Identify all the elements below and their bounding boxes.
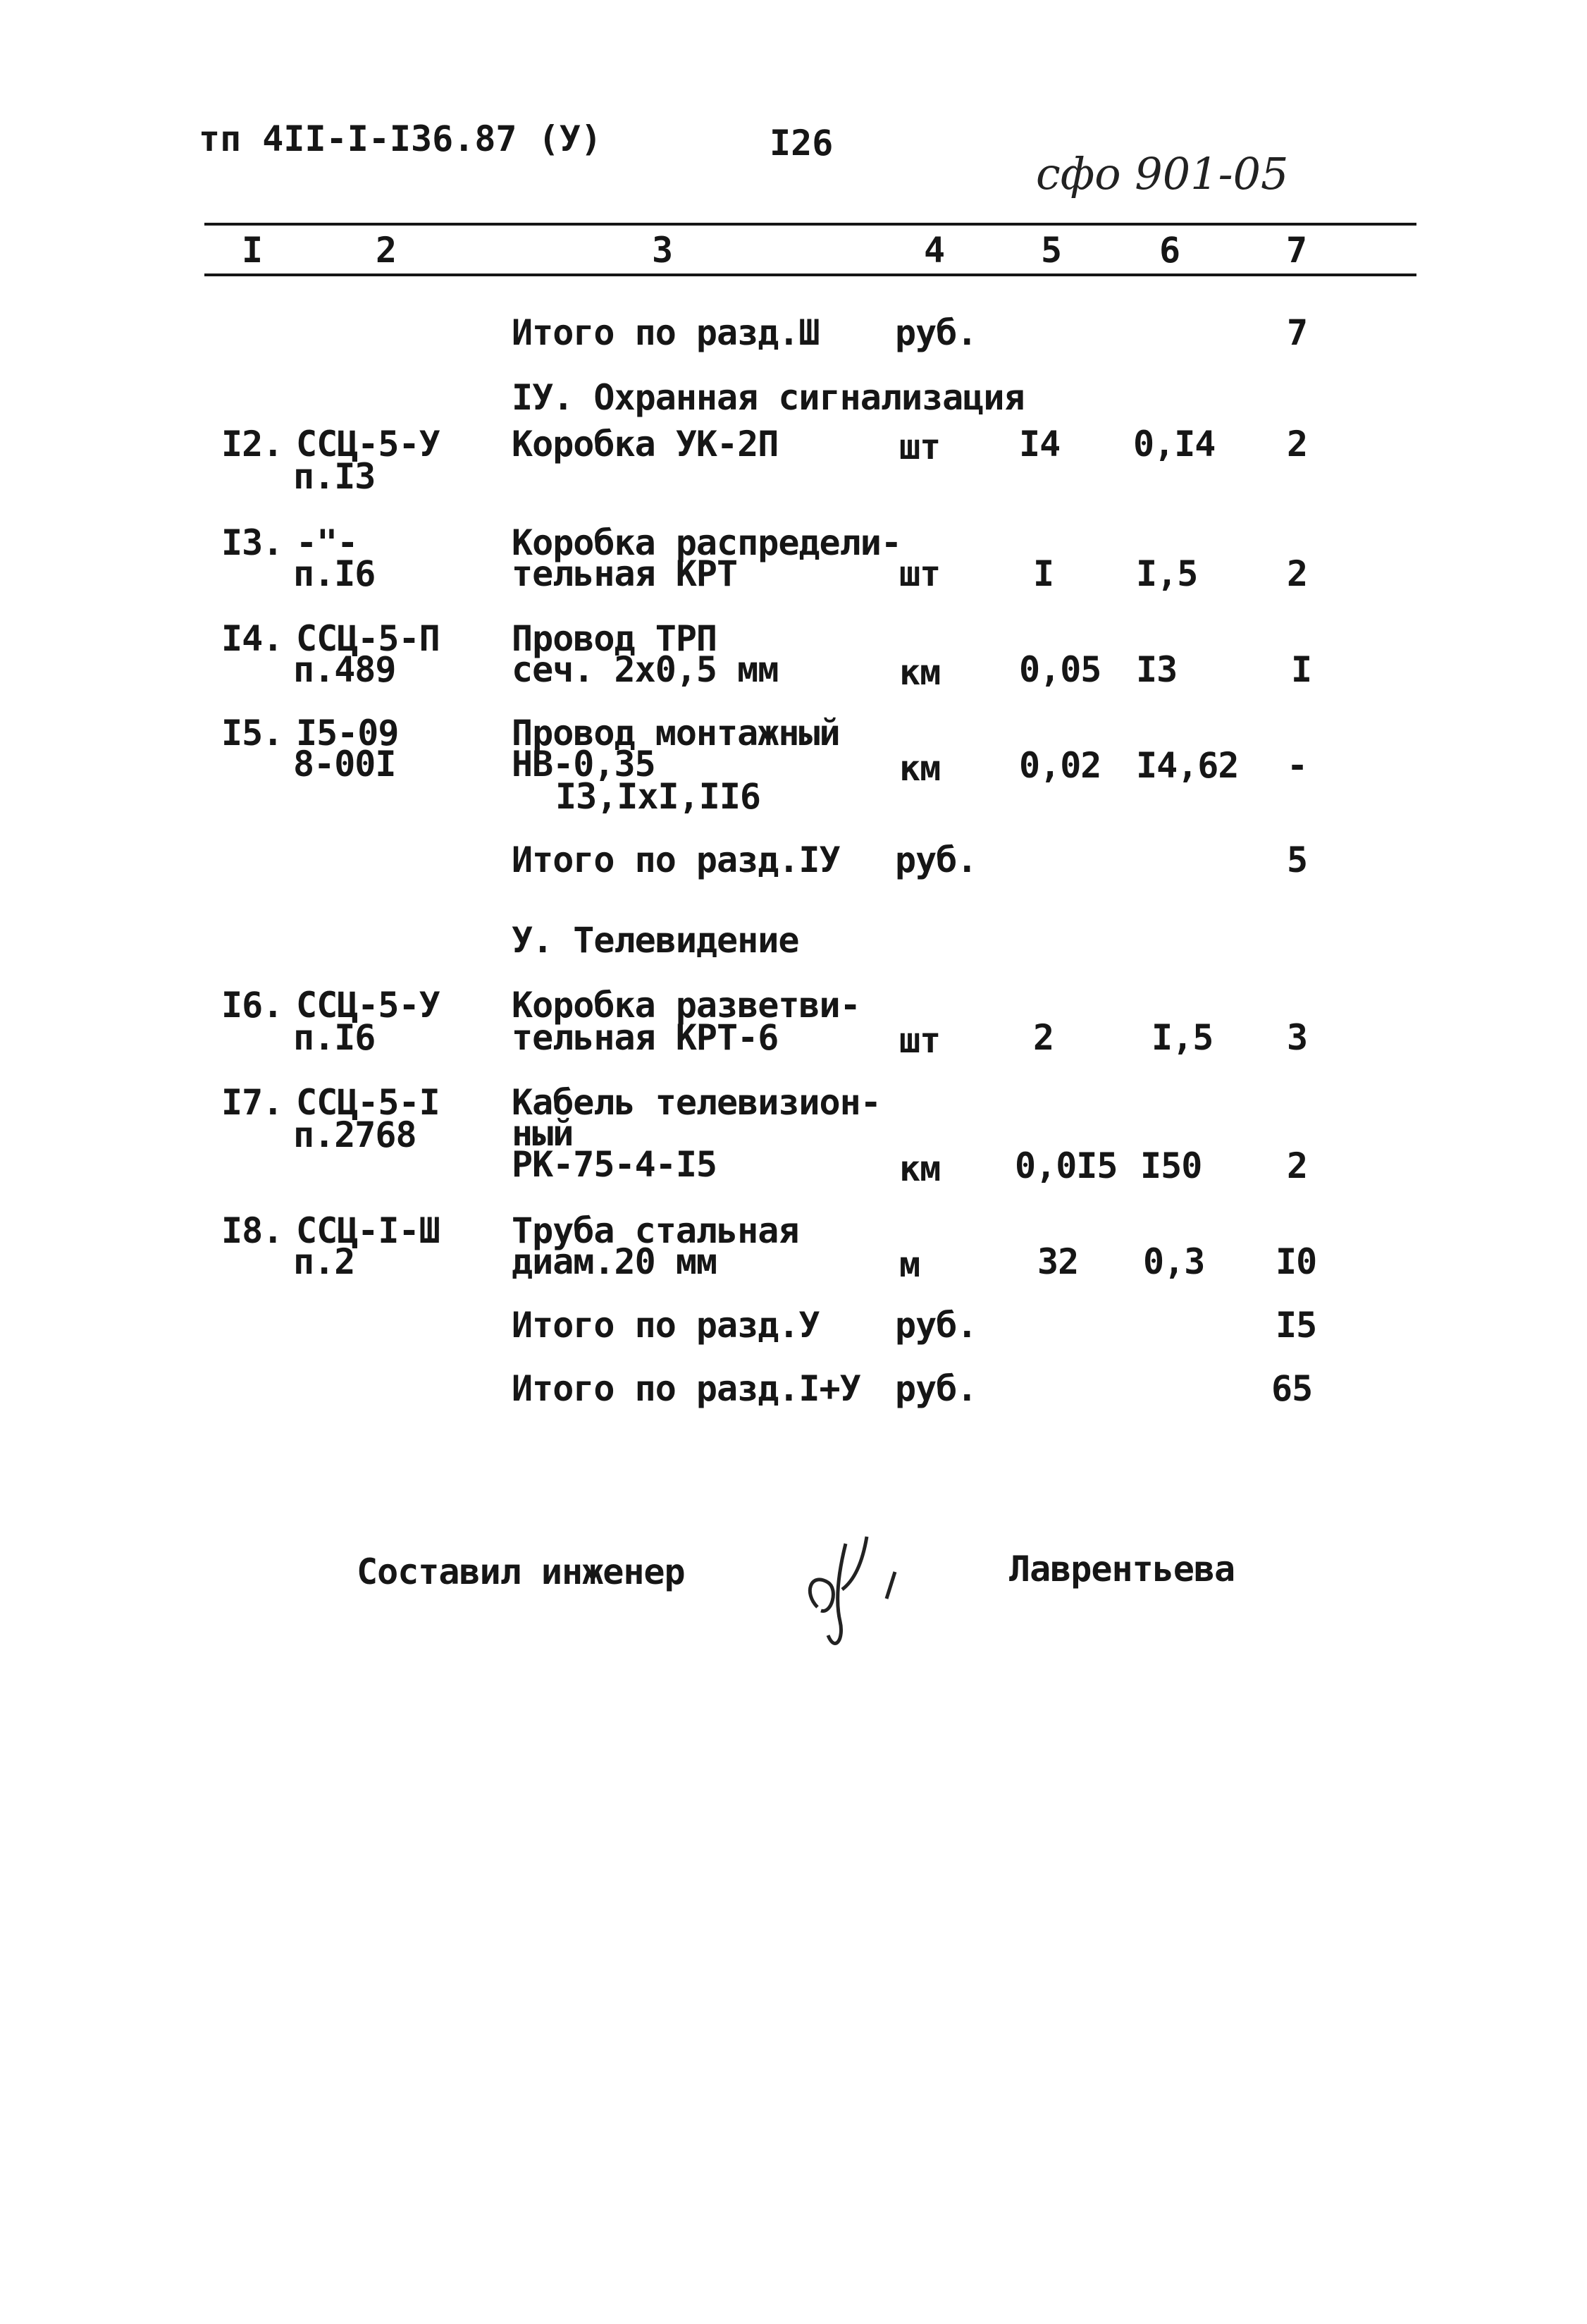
unit: руб. <box>895 840 977 880</box>
page-number: I26 <box>770 123 834 164</box>
document-code: тп 4II-I-I36.87 (У) <box>199 118 602 159</box>
price: I3 <box>1136 649 1178 690</box>
quantity: 0,02 <box>1019 745 1101 786</box>
grand-total: 65 <box>1271 1368 1313 1409</box>
unit: шт <box>899 1020 941 1061</box>
quantity: I <box>1033 553 1054 594</box>
description: Коробка разветви- <box>512 985 860 1026</box>
unit: км <box>899 652 941 693</box>
price-code-item: 8-00I <box>293 744 396 785</box>
total: I <box>1291 649 1312 690</box>
handwritten-reference: сфо 901-05 <box>1036 148 1289 199</box>
price-code-item: п.I6 <box>293 1017 376 1058</box>
signature <box>796 1515 923 1656</box>
description-line: ный <box>512 1113 574 1154</box>
price: 0,3 <box>1143 1241 1205 1282</box>
row-number: I2. <box>221 424 283 465</box>
price-code: ССЦ-I-Ш <box>296 1210 440 1251</box>
description: Кабель телевизион- <box>512 1082 881 1123</box>
column-number-5: 5 <box>1040 230 1063 271</box>
total: 2 <box>1287 553 1308 594</box>
total: - <box>1287 745 1308 786</box>
quantity: 0,0I5 <box>1015 1145 1118 1186</box>
column-number-6: 6 <box>1159 230 1181 271</box>
unit: шт <box>899 553 941 594</box>
column-number-1: I <box>241 230 264 271</box>
total: 7 <box>1287 312 1308 353</box>
price-code: -"- <box>296 522 358 563</box>
unit: руб. <box>895 312 977 353</box>
row-number: I7. <box>221 1082 283 1123</box>
row-number: I4. <box>221 618 283 659</box>
unit: м <box>899 1244 920 1285</box>
price: I,5 <box>1151 1017 1214 1058</box>
quantity: 2 <box>1033 1017 1054 1058</box>
row-number: I6. <box>221 985 283 1026</box>
row-number: I3. <box>221 522 283 563</box>
grand-total-label: Итого по разд.I+У <box>512 1368 860 1409</box>
unit: км <box>899 748 941 789</box>
section-heading: IУ. Охранная сигнализация <box>512 377 1025 418</box>
table-top-rule <box>204 223 1416 226</box>
price: I4,62 <box>1136 745 1239 786</box>
description: Провод ТРП <box>512 618 717 659</box>
price-code-item: п.489 <box>293 649 396 690</box>
price: I,5 <box>1136 553 1198 594</box>
price-code-item: п.2768 <box>293 1114 416 1155</box>
unit: км <box>899 1148 941 1189</box>
subtotal-label: Итого по разд.У <box>512 1305 820 1346</box>
price-code: ССЦ-5-У <box>296 424 440 465</box>
description-line: тельная КРТ-6 <box>512 1017 779 1058</box>
quantity: I4 <box>1019 424 1061 465</box>
total: I5 <box>1276 1305 1317 1346</box>
total: I0 <box>1276 1241 1317 1282</box>
description-line: НВ-0,35 <box>512 744 655 785</box>
unit: руб. <box>895 1368 977 1409</box>
total: 5 <box>1287 840 1308 880</box>
column-number-2: 2 <box>375 230 397 271</box>
unit: шт <box>899 426 941 467</box>
price-code: ССЦ-5-П <box>296 618 440 659</box>
compiled-by-label: Составил инженер <box>357 1551 685 1592</box>
subtotal-label: Итого по разд.Ш <box>512 312 820 353</box>
row-number: I5. <box>221 713 283 754</box>
description: Провод монтажный <box>512 713 840 754</box>
column-number-7: 7 <box>1285 230 1308 271</box>
description: Коробка распредели- <box>512 522 901 563</box>
price-code: ССЦ-5-I <box>296 1082 440 1123</box>
price-code: I5-09 <box>296 713 399 754</box>
description: Коробка УК-2П <box>512 424 779 465</box>
description-line: тельная КРТ <box>512 553 738 594</box>
column-number-3: 3 <box>651 230 674 271</box>
total: 2 <box>1287 1145 1308 1186</box>
table-header-rule <box>204 273 1416 276</box>
description-line: I3,IхI,II6 <box>555 776 761 817</box>
section-heading: У. Телевидение <box>512 920 799 961</box>
description: Труба стальная <box>512 1210 799 1251</box>
price-code-item: п.2 <box>293 1241 355 1282</box>
total: 3 <box>1287 1017 1308 1058</box>
price-code-item: п.I3 <box>293 456 376 497</box>
quantity: 0,05 <box>1019 649 1101 690</box>
description-line: диам.20 мм <box>512 1241 717 1282</box>
price: 0,I4 <box>1133 424 1216 465</box>
engineer-name: Лаврентьева <box>1009 1549 1235 1590</box>
total: 2 <box>1287 424 1308 465</box>
subtotal-label: Итого по разд.IУ <box>512 840 840 880</box>
column-number-4: 4 <box>923 230 946 271</box>
price-code-item: п.I6 <box>293 553 376 594</box>
price: I50 <box>1140 1145 1202 1186</box>
price-code: ССЦ-5-У <box>296 985 440 1026</box>
description-line: сеч. 2х0,5 мм <box>512 649 779 690</box>
row-number: I8. <box>221 1210 283 1251</box>
description-line: РК-75-4-I5 <box>512 1144 717 1185</box>
quantity: 32 <box>1037 1241 1079 1282</box>
unit: руб. <box>895 1305 977 1346</box>
